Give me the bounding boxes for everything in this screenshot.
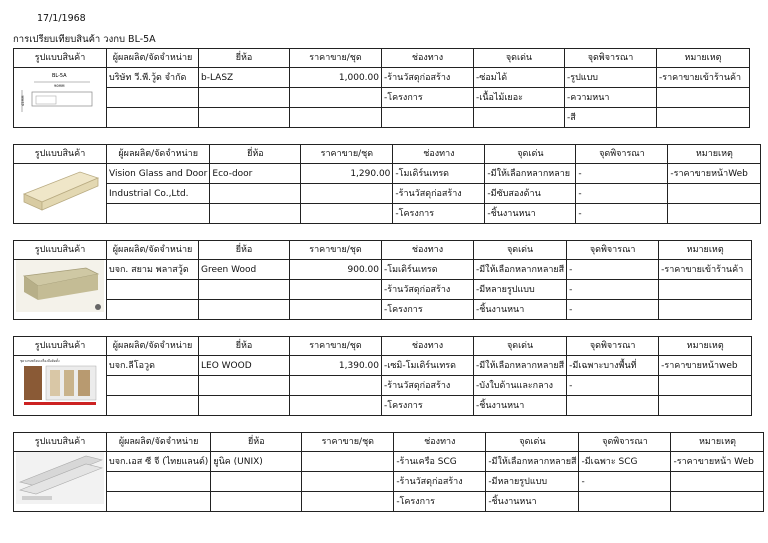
table-cell xyxy=(107,300,199,320)
product-drawing-bl5a xyxy=(16,68,104,120)
table-cell xyxy=(107,88,199,108)
table-cell: บจก. สยาม พลาสวู้ด xyxy=(107,260,199,280)
column-header: จุดพิจารณา xyxy=(567,337,659,356)
column-header: ผู้ผลผลิต/จัดจำหน่าย xyxy=(107,49,199,68)
table-cell: - xyxy=(567,300,659,320)
table-cell: - xyxy=(576,204,668,224)
table-row xyxy=(14,164,761,184)
table-cell xyxy=(107,376,199,396)
table-cell: - xyxy=(567,376,659,396)
column-header: ผู้ผลผลิต/จัดจำหน่าย xyxy=(107,145,210,164)
product-photo-unix xyxy=(16,452,104,504)
table-cell xyxy=(659,280,752,300)
column-header: รูปแบบสินค้า xyxy=(14,433,107,452)
table-cell xyxy=(579,492,671,512)
table-cell xyxy=(199,88,290,108)
table-cell: -ชิ้นงานหนา xyxy=(474,396,567,416)
table-cell xyxy=(659,300,752,320)
column-header: หมายเหตุ xyxy=(671,433,764,452)
header-row xyxy=(14,241,752,260)
table-cell: -รูปแบบ xyxy=(565,68,657,88)
column-header: ราคาขาย/ชุด xyxy=(290,49,382,68)
table-cell: -มีให้เลือกหลากหลายสี xyxy=(474,260,567,280)
table-cell xyxy=(474,108,565,128)
table-row xyxy=(14,356,752,376)
table-cell: -ราคาขายหน้าweb xyxy=(659,356,752,376)
table-cell: -ร้านวัสดุก่อสร้าง xyxy=(393,184,485,204)
column-header: จุดเด่น xyxy=(474,337,567,356)
column-header: รูปแบบสินค้า xyxy=(14,49,107,68)
column-header: จุดพิจารณา xyxy=(567,241,659,260)
column-header: หมายเหตุ xyxy=(659,241,752,260)
table-cell: -โมเดิร์นเทรด xyxy=(382,260,474,280)
table-cell xyxy=(302,472,394,492)
product-image-cell xyxy=(14,452,107,512)
table-row xyxy=(14,260,752,280)
product-table-1 xyxy=(13,48,750,128)
product-image-cell xyxy=(14,68,107,128)
table-cell xyxy=(199,396,290,416)
table-cell: LEO WOOD xyxy=(199,356,290,376)
table-cell xyxy=(211,472,302,492)
table-cell: -มีซับสองด้าน xyxy=(485,184,576,204)
drawing-label: BL-5A xyxy=(52,73,67,79)
table-cell xyxy=(657,88,750,108)
table-cell: -ร้านวัสดุก่อสร้าง xyxy=(382,68,474,88)
table-cell: บจก.ลีโอวูด xyxy=(107,356,199,376)
column-header: จุดพิจารณา xyxy=(579,433,671,452)
column-header: จุดเด่น xyxy=(474,49,565,68)
table-cell xyxy=(290,280,382,300)
table-cell: -มีเฉพาะบางพื้นที่ xyxy=(567,356,659,376)
table-cell xyxy=(107,108,199,128)
table-cell: -ชิ้นงานหนา xyxy=(474,300,567,320)
table-cell xyxy=(290,376,382,396)
table-cell xyxy=(199,108,290,128)
table-cell xyxy=(301,184,393,204)
table-cell: -ราคาขายเข้าร้านค้า xyxy=(659,260,752,280)
table-cell: -สี xyxy=(565,108,657,128)
table-cell: -มีเฉพาะ SCG xyxy=(579,452,671,472)
table-cell: -มีให้เลือกหลากหลาย xyxy=(485,164,576,184)
column-header: ช่องทาง xyxy=(382,49,474,68)
table-cell: -ความหนา xyxy=(565,88,657,108)
product-image-cell xyxy=(14,260,107,320)
table-cell: บจก.เอส ซี จี (ไทยแลนด์) xyxy=(107,452,211,472)
table-cell xyxy=(668,204,761,224)
table-cell xyxy=(199,300,290,320)
table-cell xyxy=(382,108,474,128)
table-cell: -ร้านเครือ SCG xyxy=(394,452,486,472)
product-table-4 xyxy=(13,336,752,416)
column-header: ผู้ผลผลิต/จัดจำหน่าย xyxy=(107,337,199,356)
table-cell: -ร้านวัสดุก่อสร้าง xyxy=(382,376,474,396)
table-cell: -มีหลายรูปแบบ xyxy=(486,472,579,492)
table-cell: - xyxy=(567,280,659,300)
column-header: ยี่ห้อ xyxy=(199,241,290,260)
table-cell xyxy=(302,492,394,512)
table-cell xyxy=(668,184,761,204)
table-cell: - xyxy=(576,184,668,204)
table-cell: - xyxy=(567,260,659,280)
table-cell xyxy=(107,396,199,416)
table-row xyxy=(14,472,764,492)
header-row xyxy=(14,337,752,356)
column-header: ยี่ห้อ xyxy=(211,433,302,452)
header-row xyxy=(14,49,750,68)
table-row xyxy=(14,204,761,224)
document-title: การเปรียบเทียบสินค้า วงกบ BL-5A xyxy=(13,34,156,45)
table-cell: Vision Glass and Door xyxy=(107,164,210,184)
column-header: ยี่ห้อ xyxy=(210,145,301,164)
table-cell xyxy=(290,300,382,320)
column-header: ราคาขาย/ชุด xyxy=(290,241,382,260)
table-cell: -ราคาขายหน้าWeb xyxy=(668,164,761,184)
table-cell: Eco-door xyxy=(210,164,301,184)
table-row xyxy=(14,108,750,128)
product-table-3 xyxy=(13,240,752,320)
column-header: จุดพิจารณา xyxy=(565,49,657,68)
table-cell: -ร้านวัสดุก่อสร้าง xyxy=(394,472,486,492)
table-cell xyxy=(107,492,211,512)
table-cell xyxy=(290,108,382,128)
column-header: จุดเด่น xyxy=(474,241,567,260)
column-header: ราคาขาย/ชุด xyxy=(302,433,394,452)
table-cell: บริษัท วี.พี.วู้ด จำกัด xyxy=(107,68,199,88)
table-cell: ยูนิค (UNIX) xyxy=(211,452,302,472)
table-cell xyxy=(290,88,382,108)
product-photo-greenwood xyxy=(16,260,104,312)
table-cell: -ชิ้นงานหนา xyxy=(486,492,579,512)
column-header: ช่องทาง xyxy=(382,337,474,356)
table-cell xyxy=(657,108,750,128)
table-cell: -ซ่อมได้ xyxy=(474,68,565,88)
table-row xyxy=(14,184,761,204)
table-row xyxy=(14,376,752,396)
column-header: ผู้ผลผลิต/จัดจำหน่าย xyxy=(107,433,211,452)
column-header: ช่องทาง xyxy=(394,433,486,452)
product-image-cell xyxy=(14,164,107,224)
product-table-5 xyxy=(13,432,764,512)
svg-text:45MM: 45MM xyxy=(21,95,25,106)
table-cell: -มีให้เลือกหลากหลายสี xyxy=(486,452,579,472)
table-cell xyxy=(199,280,290,300)
product-table-2 xyxy=(13,144,761,224)
table-cell: -ชิ้นงานหนา xyxy=(485,204,576,224)
table-cell: 1,000.00 xyxy=(290,68,382,88)
table-row xyxy=(14,68,750,88)
table-cell xyxy=(301,204,393,224)
column-header: ยี่ห้อ xyxy=(199,337,290,356)
table-cell: b-LASZ xyxy=(199,68,290,88)
table-cell: 1,390.00 xyxy=(290,356,382,376)
column-header: รูปแบบสินค้า xyxy=(14,337,107,356)
product-image-cell xyxy=(14,356,107,416)
table-cell: -มีหลายรูปแบบ xyxy=(474,280,567,300)
column-header: ยี่ห้อ xyxy=(199,49,290,68)
column-header: ราคาขาย/ชุด xyxy=(301,145,393,164)
table-cell: -โครงการ xyxy=(393,204,485,224)
table-cell: -โครงการ xyxy=(382,88,474,108)
column-header: หมายเหตุ xyxy=(668,145,761,164)
table-cell: -โครงการ xyxy=(382,300,474,320)
table-cell: Industrial Co.,Ltd. xyxy=(107,184,210,204)
table-cell xyxy=(659,396,752,416)
svg-text:90MM: 90MM xyxy=(54,84,65,88)
table-cell xyxy=(107,472,211,492)
table-cell xyxy=(290,396,382,416)
column-header: ช่องทาง xyxy=(393,145,485,164)
svg-text:ชุดวงกบพร้อมเครื่องมือติดตั้ง: ชุดวงกบพร้อมเครื่องมือติดตั้ง xyxy=(20,359,60,363)
table-row xyxy=(14,300,752,320)
table-cell xyxy=(107,280,199,300)
table-cell: -โมเดิร์นเทรด xyxy=(393,164,485,184)
column-header: รูปแบบสินค้า xyxy=(14,241,107,260)
table-cell xyxy=(671,472,764,492)
table-cell: 1,290.00 xyxy=(301,164,393,184)
table-cell xyxy=(199,376,290,396)
table-cell: - xyxy=(579,472,671,492)
table-cell xyxy=(211,492,302,512)
table-cell: -เนื้อไม้เยอะ xyxy=(474,88,565,108)
table-cell xyxy=(671,492,764,512)
column-header: รูปแบบสินค้า xyxy=(14,145,107,164)
table-cell xyxy=(107,204,210,224)
table-row xyxy=(14,280,752,300)
table-row xyxy=(14,492,764,512)
column-header: จุดพิจารณา xyxy=(576,145,668,164)
table-cell xyxy=(567,396,659,416)
table-cell: -โครงการ xyxy=(382,396,474,416)
table-cell: 900.00 xyxy=(290,260,382,280)
table-cell: - xyxy=(576,164,668,184)
table-cell xyxy=(302,452,394,472)
column-header: ช่องทาง xyxy=(382,241,474,260)
table-cell: -เซมิ-โมเดิร์นเทรด xyxy=(382,356,474,376)
product-photo-ecodoor xyxy=(16,164,104,216)
table-cell: -ราคาขายเข้าร้านค้า xyxy=(657,68,750,88)
table-row xyxy=(14,452,764,472)
table-cell: -โครงการ xyxy=(394,492,486,512)
column-header: หมายเหตุ xyxy=(657,49,750,68)
document-date: 17/1/1968 xyxy=(37,13,86,24)
table-cell xyxy=(210,184,301,204)
table-cell xyxy=(210,204,301,224)
table-cell: -บังใบด้านและกลาง xyxy=(474,376,567,396)
product-photo-leowood xyxy=(16,356,104,408)
column-header: จุดเด่น xyxy=(485,145,576,164)
column-header: ผู้ผลผลิต/จัดจำหน่าย xyxy=(107,241,199,260)
table-cell xyxy=(659,376,752,396)
table-cell: Green Wood xyxy=(199,260,290,280)
table-cell: -ร้านวัสดุก่อสร้าง xyxy=(382,280,474,300)
column-header: หมายเหตุ xyxy=(659,337,752,356)
column-header: ราคาขาย/ชุด xyxy=(290,337,382,356)
header-row xyxy=(14,433,764,452)
table-cell: -มีให้เลือกหลากหลายสี xyxy=(474,356,567,376)
table-row xyxy=(14,396,752,416)
column-header: จุดเด่น xyxy=(486,433,579,452)
table-row xyxy=(14,88,750,108)
header-row xyxy=(14,145,761,164)
table-cell: -ราคาขายหน้า Web xyxy=(671,452,764,472)
